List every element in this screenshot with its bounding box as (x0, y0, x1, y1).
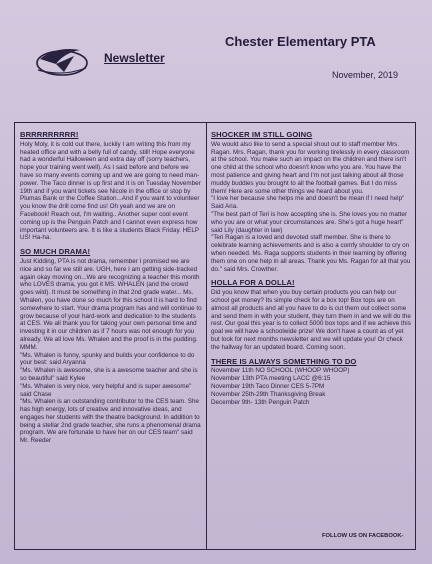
staff-quote: "Teri Ragan is a loved and devoted staff member. She is there to celebrate learning achievements and is also a comfy shoulder to cry on when needed. Ms. Raga supports students in their learning by offering them one on one help in all areas. Thank you Ms. Ragan for all that you do." said Mrs. Crowther. (211, 234, 411, 273)
pta-logo-icon (34, 44, 90, 78)
brrr-section (20, 131, 202, 242)
follow-facebook-text: FOLLOW US ON FACEBOOK- (322, 533, 404, 539)
section-heading: HOLLA FOR A DOLLA! (211, 278, 295, 288)
student-quote: "Ms. Whalen is very nice, very helpful and is super awesome" said Chase (20, 382, 192, 398)
student-quote: "Ms. Whalen is funny, spunky and builds your confidence to do your best: said Aryanna (20, 351, 195, 367)
section-paragraph: Just Kidding, PTA is not drama, remember I promised we are nice and so far we still are. UGH, here I am getting side-tracked again okay moving on...We are recognizing a teacher this month who LOVES drama, you got it MS. WHALEN (and the crowd goes wild). It must be something in that 2nd grade water... Ms. Whalen, you have done so much for this school it is hard to find somewhere to start. Your drama program has and will continue to grow because of your hard-work and dedication to the students at CES. We all thank you for taking your own personal time and investing it in our children as if 7 hours was not enough for you already. We all love Ms. Whalen and the proof is in the pudding. MMM. (20, 257, 202, 351)
column-divider (206, 122, 207, 550)
section-paragraph: We would also like to send a special shout out to staff member Mrs. Ragan. Mrs. Ragan, thank you for working tirelessly in every classroom at the school. You make such an impact on the children and there isn't one child at the school who doesn't know who you are. You have the most patience and giving heart and I'm not just talking about all those muddy buddies you brought to all the football games. But I do miss them! Here are some other things we heard about you. (211, 140, 410, 195)
student-quote: "Ms. Whalen is awesome, she is a awesome teacher and she is so beautiful" said Kylee (20, 367, 198, 382)
section-paragraph: Holy Moly, it is cold out there, luckily I am writing this from my heated office and with a belly full of candy, still! Hope everyone had a wonderful Halloween and extra day off (sorry teachers, hope your training went well). As I said before and before we have so many events coming up and we are going to need man-power. The Taco dinner is up first and it is on Tuesday November 19th and if you want tickets see Nicole in the office or stop by Plumas Bank or the Coffee Station...And if you want to volunteer you know the drill come find us! Oh yeah and we are on Facebook! Reach out, I'm waiting.. Another super cool event coming up is the Penguin Patch and I cannot even express how important volunteers are. It is like a students Black Friday. HELP US! Ha-ha. (20, 140, 201, 242)
student-quote: "I love her because she helps me and doesn't be mean if I need help" Said Aria. (211, 195, 405, 211)
family-quote: "The best part of Teri is how accepting she is. She loves you no matter who you are or what your circumstances are. She's got a huge heart" said Lily (daughter in law) (211, 210, 408, 234)
issue-date: November, 2019 (332, 70, 399, 80)
school-title: Chester Elementary PTA (225, 34, 376, 49)
events-list (211, 367, 411, 406)
event-item: November 13th PTA meeting LACC @6:15 (211, 375, 331, 383)
section-paragraph: Did you know that when you buy certain products you can help our school get money? Its simple check for a box top! Box tops are on almost all products and all you have to do is cut them out collect some and send them in with your student, they turn them in and we will do the rest. Our goal this year is to collect 5000 box tops and if we achieve this goal we will have a schoolwide prize! We don't have a count as of yet but look for next months newsletter and we will update you! Or check the hallway for an updated board. Coming soon. (211, 289, 411, 351)
holla-section (211, 279, 411, 351)
events-section (211, 358, 411, 407)
section-heading: SO MUCH DRAMA! (20, 247, 91, 257)
shocker-section (211, 131, 411, 273)
newsletter-title: Newsletter (104, 51, 165, 65)
drama-section (20, 248, 202, 445)
left-column (20, 131, 202, 451)
event-item: November 11th NO SCHOOL (WHOOP WHOOP) (211, 367, 350, 375)
event-item: November 19th Taco Dinner CES 5-7PM (211, 382, 325, 390)
right-column (211, 131, 411, 412)
event-item: December 9th- 13th Penguin Patch (211, 398, 310, 406)
section-heading: THERE IS ALWAYS SOMETHING TO DO (211, 356, 357, 366)
section-heading: SHOCKER IM STILL GOING (211, 130, 313, 139)
event-item: November 25th-29th Thanksgiving Break (211, 390, 326, 398)
section-heading: BRRRRRRRRR! (20, 130, 79, 139)
staff-quote: "Ms. Whalen is an outstanding contributor to the CES team. She has high energy, lots of creative and innovative ideas, and engages her students with the theatre background. In addition to being a stellar 2nd grade teacher, she runs a phenomenal drama program. We are fortunate to have her on our CES team" said Mr. Reeder (20, 398, 201, 445)
